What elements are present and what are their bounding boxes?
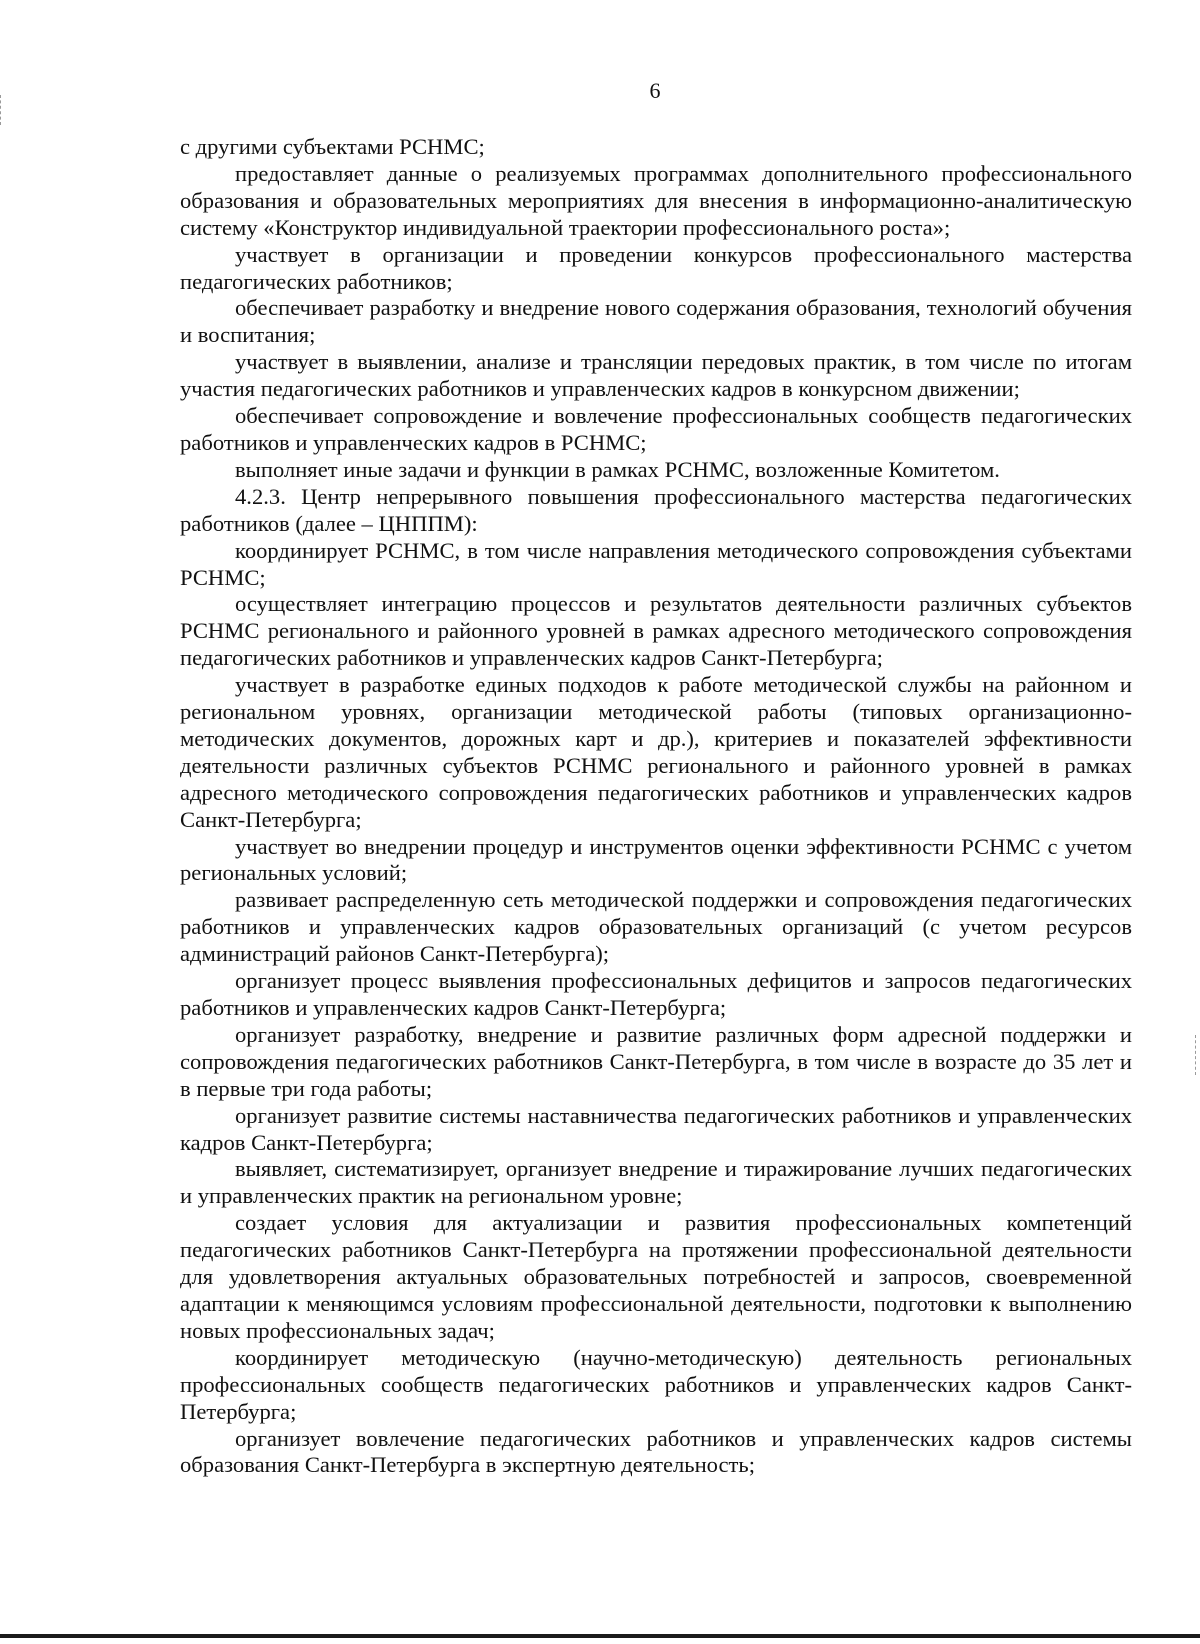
paragraph: участвует в разработке единых подходов к работе методической службы на районном и региональном уровнях, организации методической работы (типовых организационно-методических документов, дорожных карт и др.), критериев и показателей эффективности деятельности различных субъектов РСНМС регионального и районного уровней в рамках адресного методического сопровождения педагогических работников и управленческих кадров Санкт-Петербурга; <box>180 672 1132 832</box>
paragraph: предоставляет данные о реализуемых программах дополнительного профессионального образования и образовательных мероприятиях для внесения в информационно-аналитическую систему «Конструктор индивидуальной траектории профессионального роста»; <box>180 160 1132 240</box>
paragraph: организует процесс выявления профессиональных дефицитов и запросов педагогических работников и управленческих кадров Санкт-Петербурга; <box>180 968 1132 1020</box>
paragraph: обеспечивает разработку и внедрение нового содержания образования, технологий обучения и воспитания; <box>180 295 1132 348</box>
scan-edge-marks <box>1192 1035 1196 1075</box>
paragraph: координирует методическую (научно-методическую) деятельность региональных профессиональных сообществ педагогических работников и управленческих кадров Санкт-Петербурга; <box>180 1344 1132 1424</box>
document-body <box>180 134 1132 1479</box>
paragraph: обеспечивает сопровождение и вовлечение профессиональных сообществ педагогических работников и управленческих кадров в РСНМС; <box>180 403 1132 455</box>
paragraph: выявляет, систематизирует, организует внедрение и тиражирование лучших педагогических и управленческих практик на региональном уровне; <box>180 1156 1132 1209</box>
paragraph: создает условия для актуализации и развития профессиональных компетенций педагогических работников Санкт-Петербурга на протяжении профессиональной деятельности для удовлетворения актуальных образовательных потребностей и запросов, своевременной адаптации к меняющимся условиям профессиональной деятельности, подготовки к выполнению новых профессиональных задач; <box>180 1210 1132 1343</box>
paragraph: организует разработку, внедрение и развитие различных форм адресной поддержки и сопровождения педагогических работников Санкт-Петербурга, в том числе в возрасте до 35 лет и в первые три года работы; <box>180 1021 1132 1101</box>
paragraph: участвует в организации и проведении конкурсов профессионального мастерства педагогических работников; <box>180 241 1132 294</box>
paragraph: координирует РСНМС, в том числе направления методического сопровождения субъектами РСНМС; <box>180 537 1132 590</box>
paragraph: участвует во внедрении процедур и инструментов оценки эффективности РСНМС с учетом региональных условий; <box>180 833 1132 886</box>
page-number: 6 <box>649 78 661 103</box>
paragraph: организует развитие системы наставничества педагогических работников и управленческих кадров Санкт-Петербурга; <box>180 1102 1132 1155</box>
paragraph: выполняет иные задачи и функции в рамках РСНМС, возложенные Комитетом. <box>235 456 1000 482</box>
paragraph: организует вовлечение педагогических работников и управленческих кадров системы образования Санкт-Петербурга в экспертную деятельность; <box>180 1425 1132 1478</box>
paragraph: участвует в выявлении, анализе и трансляции передовых практик, в том числе по итогам участия педагогических работников и управленческих кадров в конкурсном движении; <box>180 349 1132 402</box>
paragraph: с другими субъектами РСНМС; <box>180 134 485 159</box>
paragraph: развивает распределенную сеть методической поддержки и сопровождения педагогических работников и управленческих кадров образовательных организаций (с учетом ресурсов администраций районов Санкт-Петербурга); <box>180 887 1132 967</box>
scan-bottom-edge <box>0 1634 1200 1638</box>
section-heading-paragraph: 4.2.3. Центр непрерывного повышения профессионального мастерства педагогических работников (далее – ЦНППМ): <box>180 483 1132 536</box>
paragraph: осуществляет интеграцию процессов и результатов деятельности различных субъектов РСНМС регионального и районного уровней в рамках адресного методического сопровождения педагогических работников и управленческих кадров Санкт-Петербурга; <box>180 591 1132 671</box>
